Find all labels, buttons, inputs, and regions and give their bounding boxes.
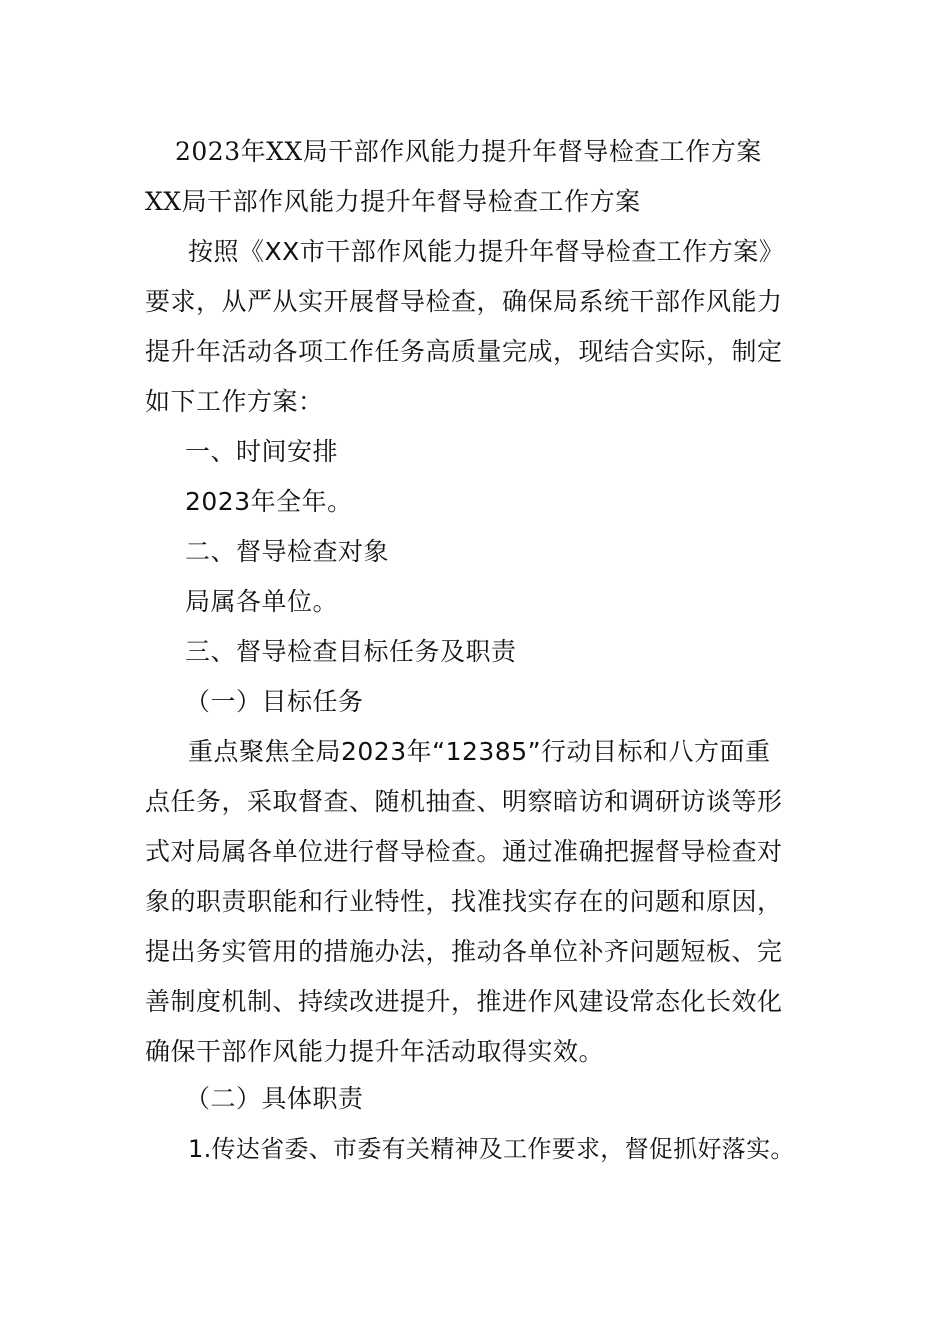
paragraph-line: 象的职责职能和行业特性，找准找实存在的问题和原因， bbox=[145, 887, 783, 916]
list-item: 1.传达省委、市委有关精神及工作要求，督促抓好落实。 bbox=[188, 1135, 795, 1163]
section-heading: 二、督导检查对象 bbox=[185, 537, 390, 566]
document-subtitle: XX局干部作风能力提升年督导检查工作方案 bbox=[145, 187, 641, 216]
paragraph-line: 重点聚焦全局2023年“12385”行动目标和八方面重 bbox=[188, 737, 771, 766]
paragraph-line: 点任务，采取督查、随机抽查、明察暗访和调研访谈等形 bbox=[145, 787, 783, 816]
section-heading: 一、时间安排 bbox=[185, 437, 339, 466]
intro-line: 要求，从严从实开展督导检查，确保局系统干部作风能力 bbox=[145, 287, 783, 316]
paragraph-line: 善制度机制、持续改进提升，推进作风建设常态化长效化 bbox=[145, 987, 783, 1016]
intro-line: 提升年活动各项工作任务高质量完成，现结合实际，制定 bbox=[145, 337, 783, 366]
paragraph-line: 提出务实管用的措施办法，推动各单位补齐问题短板、完 bbox=[145, 937, 783, 966]
subsection-heading: （一）目标任务 bbox=[185, 687, 364, 716]
section-body: 局属各单位。 bbox=[185, 587, 339, 616]
subsection-heading: （二）具体职责 bbox=[185, 1084, 364, 1113]
paragraph-line: 确保干部作风能力提升年活动取得实效。 bbox=[145, 1037, 605, 1066]
section-heading: 三、督导检查目标任务及职责 bbox=[185, 637, 517, 666]
intro-line: 如下工作方案： bbox=[145, 387, 324, 416]
document-title: 2023年XX局干部作风能力提升年督导检查工作方案 bbox=[175, 137, 762, 166]
paragraph-line: 式对局属各单位进行督导检查。通过准确把握督导检查对 bbox=[145, 837, 783, 866]
section-body: 2023年全年。 bbox=[185, 487, 353, 516]
intro-line: 按照《XX市干部作风能力提升年督导检查工作方案》 bbox=[188, 237, 785, 266]
